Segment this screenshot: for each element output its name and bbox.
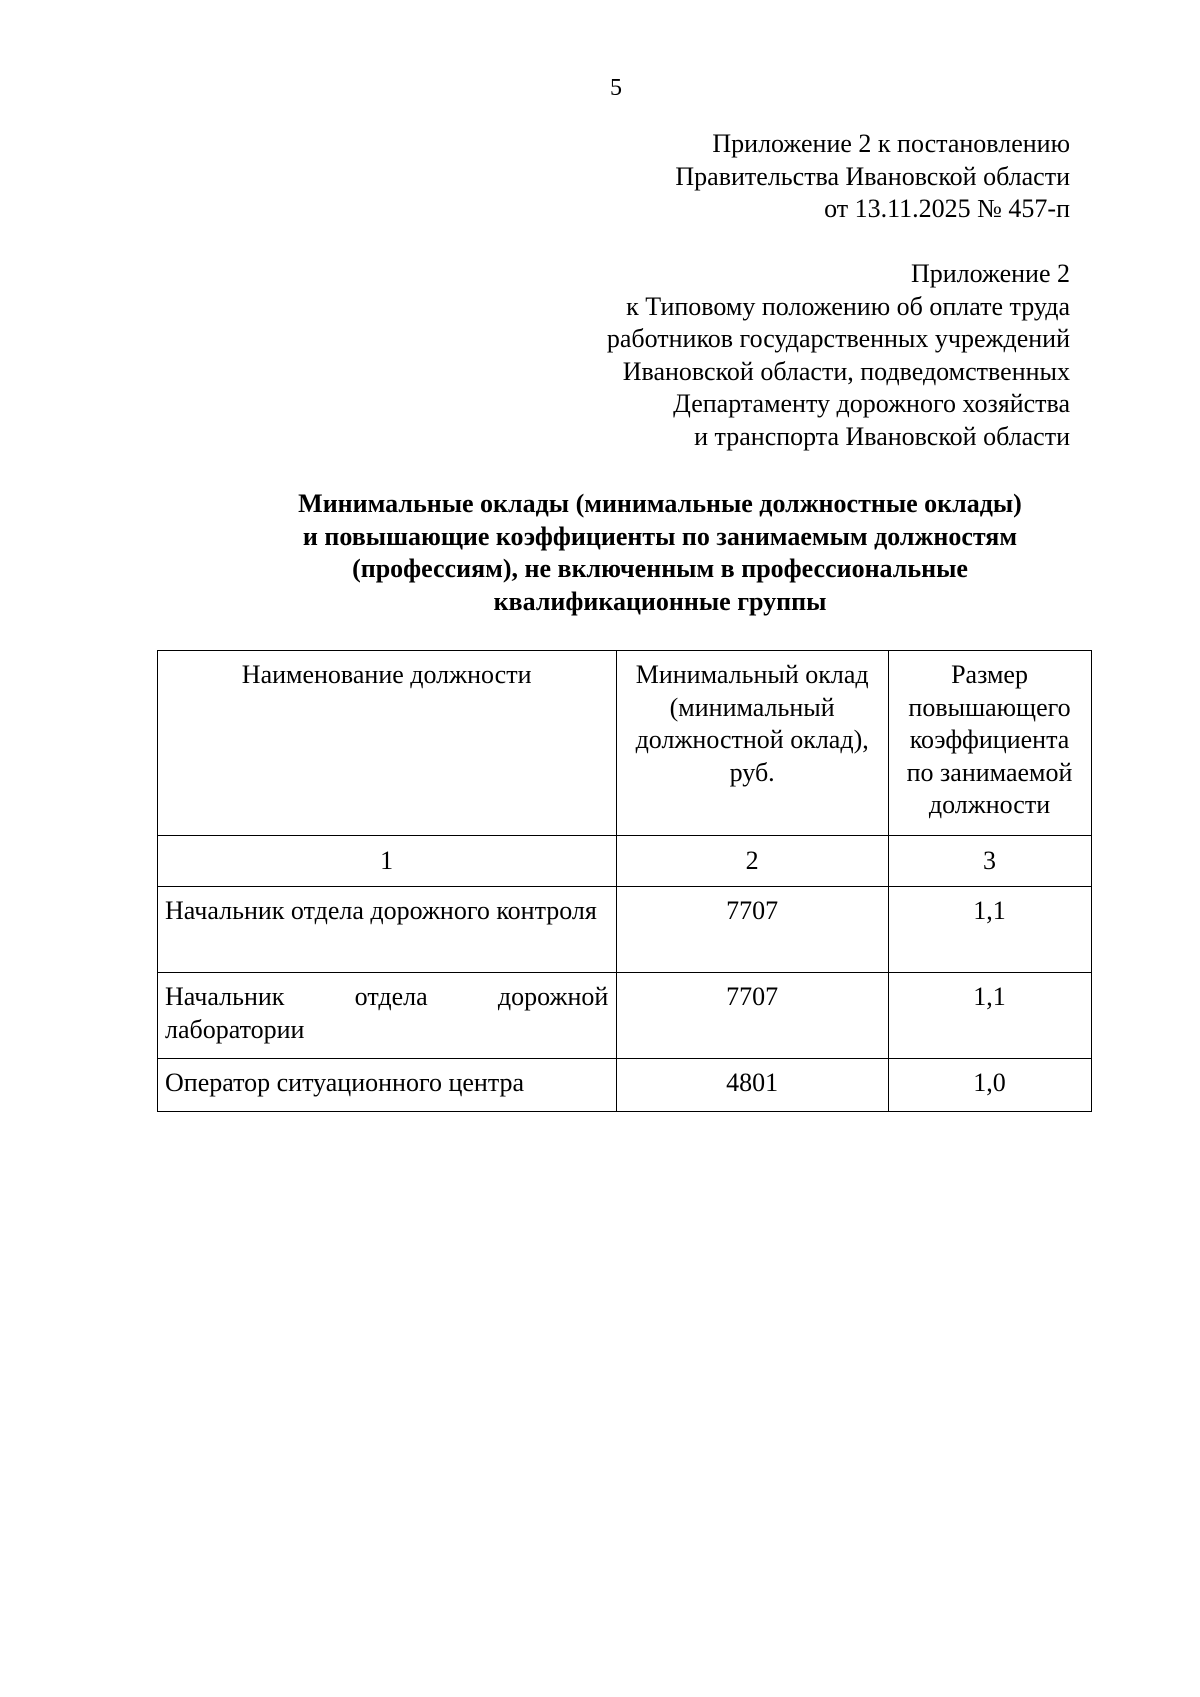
- salary-cell: 7707: [617, 887, 889, 973]
- document-title-line: и повышающие коэффициенты по занимаемым должностям: [302, 521, 1018, 551]
- salary-cell: 4801: [617, 1059, 889, 1112]
- appendix-regulation-reference: [607, 258, 1070, 453]
- header-salary: Минимальный оклад (минимальный должностной оклад), руб.: [617, 651, 889, 836]
- appendix-decree-line: Приложение 2 к постановлению: [712, 129, 1070, 158]
- document-title-line: (профессиям), не включенным в профессиональные: [352, 554, 968, 583]
- appendix-regulation-line: Департаменту дорожного хозяйства: [673, 389, 1070, 418]
- document-title-line: Минимальные оклады (минимальные должностные оклады): [298, 489, 1022, 518]
- table-row: [158, 887, 1092, 973]
- salary-table: [157, 650, 1092, 1112]
- coefficient-cell: 1,1: [889, 887, 1092, 973]
- column-number: 3: [889, 836, 1092, 887]
- appendix-regulation-line: к Типовому положению об оплате труда: [626, 291, 1070, 321]
- position-cell: Начальник отдела дорожного контроля: [158, 887, 617, 973]
- appendix-decree-reference: [675, 128, 1070, 226]
- coefficient-cell: 1,0: [889, 1059, 1092, 1112]
- appendix-regulation-line: Приложение 2: [910, 259, 1070, 288]
- document-title-line: квалификационные группы: [493, 586, 827, 616]
- header-position: Наименование должности: [158, 651, 617, 836]
- appendix-regulation-line: и транспорта Ивановской области: [694, 421, 1070, 451]
- appendix-regulation-line: работников государственных учреждений: [606, 324, 1070, 353]
- column-number: 1: [158, 836, 617, 887]
- position-cell: Оператор ситуационного центра: [158, 1059, 617, 1112]
- table-row: [158, 1059, 1092, 1112]
- appendix-regulation-line: Ивановской области, подведомственных: [622, 356, 1070, 386]
- appendix-decree-line: Правительства Ивановской области: [675, 161, 1070, 191]
- document-title: [160, 488, 1160, 618]
- appendix-decree-line: от 13.11.2025 № 457-п: [824, 194, 1070, 223]
- page-number: 5: [610, 75, 622, 101]
- column-number: 2: [617, 836, 889, 887]
- table-row: [158, 973, 1092, 1059]
- header-coefficient: Размер повышающего коэффициента по занимаемой должности: [889, 651, 1092, 836]
- salary-cell: 7707: [617, 973, 889, 1059]
- column-number-row: [158, 836, 1092, 887]
- table-header-row: [158, 651, 1092, 836]
- position-cell: Начальник отдела дорожной лаборатории: [158, 973, 617, 1059]
- coefficient-cell: 1,1: [889, 973, 1092, 1059]
